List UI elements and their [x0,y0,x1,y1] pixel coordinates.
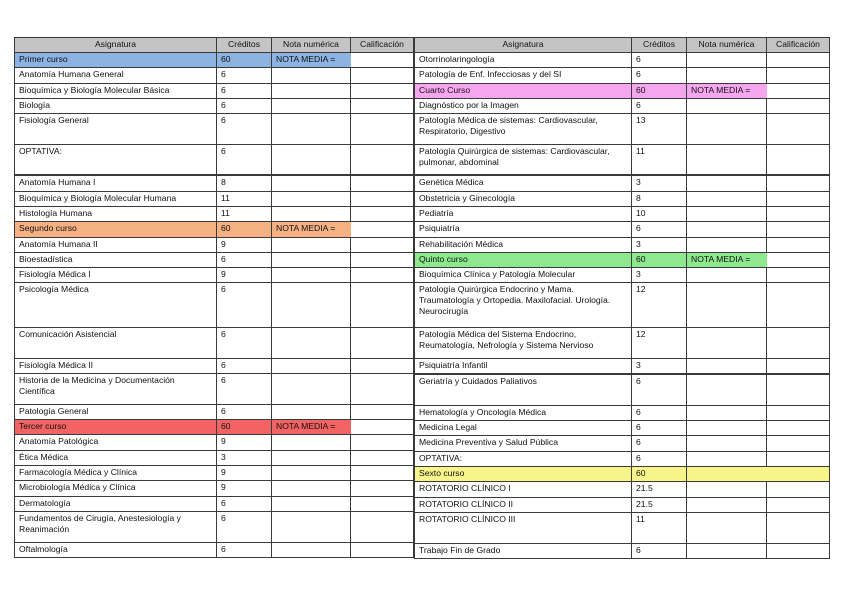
subject-calificacion[interactable] [767,451,830,466]
subject-credits: 6 [217,404,272,419]
subject-name: Rehabilitación Médica [415,237,632,252]
subject-name: Pediatría [415,206,632,221]
subject-row [15,542,414,557]
subject-credits: 6 [217,83,272,98]
subject-nota[interactable] [272,496,351,511]
subject-calificacion[interactable] [351,237,414,252]
header-calificacion: Calificación [351,38,414,53]
subject-calificacion[interactable] [351,283,414,328]
subject-nota[interactable] [687,222,767,237]
subject-name: Psicología Médica [15,283,217,328]
subject-credits: 6 [217,283,272,328]
subject-row [415,543,830,558]
header-nota: Nota numérica [272,38,351,53]
subject-name: Farmacología Médica y Clínica [15,466,217,481]
header-asignatura: Asignatura [415,38,632,53]
subject-nota[interactable] [272,374,351,405]
subject-nota[interactable] [272,481,351,496]
subject-calificacion[interactable] [767,405,830,420]
left-grades-table [14,37,414,558]
subject-name: Historia de la Medicina y Documentación Científica [15,374,217,405]
subject-name: Primer curso [15,53,217,68]
subject-calificacion[interactable] [767,421,830,436]
subject-calificacion[interactable] [351,268,414,283]
header-row [415,38,830,53]
subject-calificacion[interactable] [351,114,414,145]
subject-calificacion[interactable] [767,237,830,252]
subject-row [15,252,414,267]
subject-row [415,237,830,252]
subject-name: Fundamentos de Cirugía, Anestesiología y Reanimación [15,511,217,542]
subject-calificacion[interactable] [767,68,830,83]
subject-name: Anatomía Humana II [15,237,217,252]
subject-row [415,328,830,359]
subject-row [15,374,414,405]
course-header-row [415,467,830,482]
subject-credits: 6 [632,405,687,420]
subject-nota[interactable] [687,482,767,497]
subject-calificacion[interactable] [351,328,414,359]
subject-calificacion [767,467,830,482]
subject-row [15,175,414,191]
right-table-body [415,53,830,559]
subject-row [415,114,830,145]
subject-credits: 3 [632,237,687,252]
subject-row [15,114,414,145]
subject-nota[interactable] [272,114,351,145]
subject-credits: 12 [632,328,687,359]
subject-name: Patología de Enf. Infecciosas y del SI [415,68,632,83]
subject-row [15,191,414,206]
subject-name: ROTATORIO CLÍNICO II [415,497,632,512]
subject-calificacion[interactable] [351,496,414,511]
subject-calificacion[interactable] [767,175,830,191]
subject-name: Bioquímica Clínica y Patología Molecular [415,268,632,283]
subject-credits: 6 [632,543,687,558]
subject-name: Patología Quirúrgica Endocrino y Mama. Traumatología y Ortopedia. Maxilofacial. Urología. Neurocirugía [415,283,632,328]
subject-credits: 6 [217,496,272,511]
subject-calificacion[interactable] [767,512,830,543]
subject-row [15,466,414,481]
subject-calificacion[interactable] [351,175,414,191]
subject-nota[interactable] [272,358,351,373]
subject-credits: 8 [217,175,272,191]
subject-nota[interactable] [687,436,767,451]
subject-credits: 6 [217,252,272,267]
subject-credits: 6 [217,511,272,542]
subject-row [415,421,830,436]
subject-credits: 21.5 [632,482,687,497]
header-asignatura: Asignatura [15,38,217,53]
subject-row [15,450,414,465]
subject-row [15,237,414,252]
subject-credits: 6 [632,98,687,113]
course-header-row [15,53,414,68]
subject-row [415,497,830,512]
subject-calificacion[interactable] [767,374,830,405]
subject-calificacion [351,420,414,435]
subject-row [15,404,414,419]
subject-name: Fisiología General [15,114,217,145]
subject-calificacion[interactable] [767,358,830,374]
subject-name: ROTATORIO CLÍNICO I [415,482,632,497]
subject-calificacion[interactable] [351,206,414,221]
subject-row [415,451,830,466]
subject-nota[interactable] [272,68,351,83]
subject-row [415,436,830,451]
header-nota: Nota numérica [687,38,767,53]
left-table-body [15,53,414,558]
subject-calificacion [351,53,414,68]
subject-row [415,175,830,191]
header-creditos: Créditos [632,38,687,53]
subject-nota[interactable] [687,497,767,512]
subject-row [415,53,830,68]
subject-nota[interactable] [272,328,351,359]
subject-credits: 11 [632,144,687,175]
subject-credits: 60 [217,420,272,435]
subject-row [15,481,414,496]
subject-calificacion[interactable] [351,68,414,83]
subject-credits: 6 [632,222,687,237]
subject-nota[interactable] [272,466,351,481]
course-header-row [415,83,830,98]
subject-row [15,98,414,113]
course-header-row [415,252,830,267]
subject-nota[interactable] [687,144,767,175]
subject-row [415,482,830,497]
subject-calificacion[interactable] [767,328,830,359]
subject-nota[interactable] [272,175,351,191]
subject-nota[interactable] [687,283,767,328]
subject-credits: 6 [632,53,687,68]
subject-credits: 6 [217,542,272,557]
subject-name: Obstetricia y Ginecología [415,191,632,206]
subject-credits: 6 [217,358,272,373]
subject-name: Cuarto Curso [415,83,632,98]
subject-name: Fisiología Médica II [15,358,217,373]
subject-calificacion [767,83,830,98]
subject-name: Bioquímica y Biología Molecular Básica [15,83,217,98]
subject-nota[interactable] [687,175,767,191]
subject-nota[interactable] [687,543,767,558]
subject-calificacion[interactable] [767,283,830,328]
subject-credits: 11 [632,512,687,543]
subject-credits: 9 [217,435,272,450]
subject-credits: 6 [632,374,687,405]
subject-name: Patología Quirúrgica de sistemas: Cardiovascular, pulmonar, abdominal [415,144,632,175]
subject-nota: NOTA MEDIA = [687,252,767,267]
subject-nota[interactable] [687,512,767,543]
subject-calificacion [767,252,830,267]
subject-name: Anatomía Humana General [15,68,217,83]
subject-nota[interactable] [272,98,351,113]
subject-credits: 11 [217,191,272,206]
subject-row [415,374,830,405]
subject-row [415,68,830,83]
subject-credits: 60 [632,252,687,267]
subject-nota: NOTA MEDIA = [272,420,351,435]
subject-name: Genética Médica [415,175,632,191]
subject-nota[interactable] [687,374,767,405]
subject-name: Dermatología [15,496,217,511]
subject-row [15,83,414,98]
subject-row [15,206,414,221]
subject-name: OPTATIVA: [15,144,217,175]
subject-nota[interactable] [272,206,351,221]
subject-credits: 8 [632,191,687,206]
subject-calificacion[interactable] [351,144,414,175]
subject-credits: 3 [632,175,687,191]
subject-credits: 60 [217,222,272,237]
subject-name: Patología General [15,404,217,419]
subject-name: Fisiología Médica I [15,268,217,283]
header-creditos: Créditos [217,38,272,53]
subject-credits: 13 [632,114,687,145]
subject-calificacion[interactable] [351,358,414,373]
subject-calificacion[interactable] [767,53,830,68]
subject-nota[interactable] [687,358,767,374]
right-grades-table [414,37,830,559]
subject-name: ROTATORIO CLÍNICO III [415,512,632,543]
subject-name: Diagnóstico por la Imagen [415,98,632,113]
subject-name: Psiquiatría [415,222,632,237]
subject-name: Biología [15,98,217,113]
subject-row [415,144,830,175]
subject-credits: 6 [632,68,687,83]
subject-calificacion[interactable] [351,98,414,113]
subject-name: Trabajo Fin de Grado [415,543,632,558]
subject-calificacion[interactable] [767,114,830,145]
subject-name: Oftalmología [15,542,217,557]
subject-name: Anatomía Humana I [15,175,217,191]
subject-calificacion[interactable] [351,435,414,450]
subject-nota[interactable] [272,252,351,267]
subject-name: Medicina Preventiva y Salud Pública [415,436,632,451]
subject-row [415,191,830,206]
subject-credits: 10 [632,206,687,221]
header-row [15,38,414,53]
subject-name: Anatomía Patológica [15,435,217,450]
subject-credits: 21.5 [632,497,687,512]
subject-row [15,328,414,359]
subject-row [415,98,830,113]
subject-calificacion[interactable] [351,450,414,465]
subject-nota[interactable] [272,404,351,419]
subject-calificacion[interactable] [767,436,830,451]
subject-row [15,283,414,328]
subject-nota: NOTA MEDIA = [272,222,351,237]
subject-credits: 6 [217,144,272,175]
subject-name: Geriatría y Cuidados Paliativos [415,374,632,405]
subject-name: Psiquiatría Infantil [415,358,632,374]
subject-credits: 12 [632,283,687,328]
subject-name: Patología Médica del Sistema Endocrino, Reumatología, Nefrología y Sistema Nervioso [415,328,632,359]
subject-nota[interactable] [272,542,351,557]
subject-name: Segundo curso [15,222,217,237]
subject-name: Medicina Legal [415,421,632,436]
subject-nota[interactable] [687,206,767,221]
subject-row [15,511,414,542]
subject-calificacion[interactable] [767,144,830,175]
subject-credits: 6 [217,68,272,83]
subject-row [415,222,830,237]
subject-name: Tercer curso [15,420,217,435]
subject-name: Quinto curso [415,252,632,267]
subject-credits: 6 [632,436,687,451]
subject-row [415,283,830,328]
subject-nota: NOTA MEDIA = [687,83,767,98]
subject-credits: 3 [632,358,687,374]
subject-credits: 6 [217,374,272,405]
subject-name: Ética Médica [15,450,217,465]
subject-nota[interactable] [687,451,767,466]
subject-name: Patología Médica de sistemas: Cardiovascular, Respiratorio, Digestivo [415,114,632,145]
subject-row [15,358,414,373]
subject-nota[interactable] [687,328,767,359]
subject-calificacion[interactable] [351,252,414,267]
subject-nota[interactable] [272,283,351,328]
course-header-row [15,222,414,237]
subject-nota[interactable] [272,268,351,283]
subject-credits: 9 [217,466,272,481]
subject-nota [687,467,767,482]
subject-row [415,358,830,374]
subject-name: Hematología y Oncología Médica [415,405,632,420]
subject-name: Bioquímica y Biología Molecular Humana [15,191,217,206]
subject-credits: 9 [217,237,272,252]
subject-calificacion[interactable] [767,543,830,558]
subject-name: Otorrinolaringología [415,53,632,68]
subject-name: Bioestadística [15,252,217,267]
subject-calificacion[interactable] [767,222,830,237]
subject-calificacion[interactable] [351,83,414,98]
subject-calificacion[interactable] [767,482,830,497]
subject-nota[interactable] [687,114,767,145]
subject-nota[interactable] [272,144,351,175]
subject-nota[interactable] [687,98,767,113]
subject-nota[interactable] [272,435,351,450]
subject-nota[interactable] [687,421,767,436]
subject-row [415,512,830,543]
subject-nota[interactable] [687,53,767,68]
subject-credits: 3 [217,450,272,465]
subject-nota[interactable] [687,405,767,420]
subject-nota[interactable] [272,450,351,465]
subject-calificacion[interactable] [351,511,414,542]
subject-calificacion[interactable] [767,98,830,113]
subject-credits: 3 [632,268,687,283]
subject-calificacion[interactable] [351,542,414,557]
subject-calificacion[interactable] [767,268,830,283]
subject-calificacion[interactable] [351,481,414,496]
subject-nota[interactable] [687,237,767,252]
subject-nota: NOTA MEDIA = [272,53,351,68]
subject-row [415,405,830,420]
subject-calificacion[interactable] [351,404,414,419]
subject-credits: 6 [217,328,272,359]
subject-nota[interactable] [272,191,351,206]
subject-row [415,206,830,221]
subject-credits: 6 [632,421,687,436]
subject-name: Sexto curso [415,467,632,482]
subject-row [15,496,414,511]
subject-nota[interactable] [272,511,351,542]
subject-row [415,268,830,283]
subject-calificacion[interactable] [351,374,414,405]
subject-name: OPTATIVA: [415,451,632,466]
subject-credits: 60 [632,83,687,98]
subject-nota[interactable] [272,237,351,252]
subject-calificacion[interactable] [351,466,414,481]
subject-name: Microbiología Médica y Clínica [15,481,217,496]
subject-calificacion[interactable] [767,206,830,221]
subject-nota[interactable] [687,268,767,283]
subject-name: Histología Humana [15,206,217,221]
subject-calificacion[interactable] [351,191,414,206]
subject-credits: 6 [217,114,272,145]
subject-credits: 60 [217,53,272,68]
subject-name: Comunicación Asistencial [15,328,217,359]
subject-nota[interactable] [272,83,351,98]
subject-credits: 6 [217,98,272,113]
subject-credits: 9 [217,268,272,283]
subject-row [15,68,414,83]
subject-credits: 6 [632,451,687,466]
subject-row [15,435,414,450]
subject-credits: 60 [632,467,687,482]
subject-credits: 11 [217,206,272,221]
subject-nota[interactable] [687,191,767,206]
subject-calificacion[interactable] [767,191,830,206]
subject-row [15,144,414,175]
subject-credits: 9 [217,481,272,496]
subject-calificacion[interactable] [767,497,830,512]
header-calificacion: Calificación [767,38,830,53]
course-header-row [15,420,414,435]
subject-row [15,268,414,283]
subject-calificacion [351,222,414,237]
subject-nota[interactable] [687,68,767,83]
